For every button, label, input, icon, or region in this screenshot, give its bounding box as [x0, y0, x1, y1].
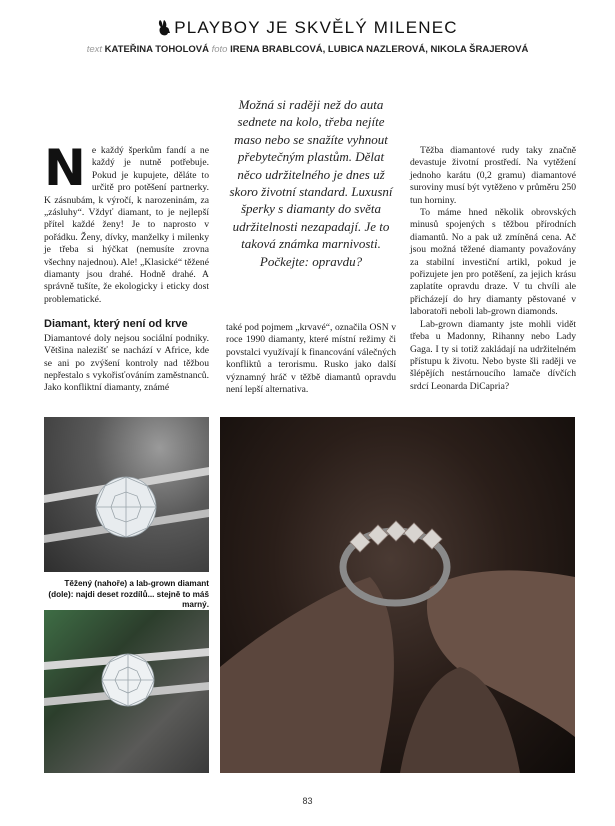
column-3-paragraph-1: Těžba diamantové rudy taky značně devastuje životní prostředí. Na vytěžení jednoho karátu (0,2 gramu) diamantové suroviny musí být vytěženo v průměru 250 tun horniny. — [410, 145, 576, 206]
title-text: PLAYBOY JE SKVĚLÝ MILENEC — [174, 18, 458, 37]
intro-paragraph: e každý šperkům fandí a ne každý je nutně potřebuje. Pokud je kupujete, děláte to určitě pro potěšení partnerky. K zásnubám, k výročí, k narozeninám, za „zásluhy“. Vždyť diamant, to je nejlepší přítel každé ženy! Je to naprosto v pořádku. Ženy, dívky, manželky i milenky je třeba si hýčkat (nemusíte zrovna všechny najednou). Ale! „Klasické“ těžené diamanty jsou drahé. Hodně drahé. A správně tušíte, že ekologicky i eticky dost problematické. — [44, 145, 209, 305]
photo-caption: Těžený (nahoře) a lab-grown diamant (dole): najdi deset rozdílů... stejně to máš marný. — [48, 579, 209, 609]
author-name: KATEŘINA TOHOLOVÁ — [104, 44, 209, 55]
column-3-paragraph-2: To máme hned několik obrovských minusů spojených s těžbou přírodních diamantů. No a pak už zmíněná cena. Ač jsou možná těžené diamanty považovány za stabilní investiční artikl, pokud je pořizujete jen pro potěšení, za jejich krásu zaplatíte opravdu draze. V tu chvíli ale přicházejí do hry diamanty pěstované v laboratoři neboli lab-grown diamonds. — [410, 207, 576, 318]
mined-diamond-photo — [44, 417, 209, 572]
column-2-paragraph: také pod pojmem „krvavé“, označila OSN v roce 1990 diamanty, které místní režimy či povstalci využívají k financování válečných konfliktů a terorismu. Rusko jako další významný hráč v těžbě diamantů opravdu není lepší alternativa. — [226, 322, 396, 396]
column-3 — [410, 145, 576, 393]
section-paragraph: Diamantové doly nejsou sociální podniky. Většina nalezišť se nachází v Africe, kde se ani po zvýšení kontroly nad těžbou nepřestalo s vykořisťováním zaměstnanců. Jako konfliktní diamanty, známé — [44, 332, 209, 394]
drop-cap: N — [44, 139, 86, 197]
column-1 — [44, 139, 209, 395]
pull-quote: Možná si raději než do auta sednete na kolo, třeba nejíte maso nebo se snažíte vyhnout přebytečným plastům. Dělat něco udržitelného je dnes už skoro životní standard. Luxusní šperky s diamanty do světa udržitelnosti nezapadají. Je to taková známka marnivosti. Počkejte: opravdu? — [229, 97, 393, 269]
photo-label: foto — [211, 44, 228, 55]
playboy-bunny-icon — [157, 19, 171, 41]
page-number: 83 — [302, 796, 313, 806]
hands-holding-ring-photo — [220, 417, 575, 773]
column-2 — [226, 322, 396, 396]
text-label: text — [86, 44, 102, 55]
photographer-names: IRENA BRABLCOVÁ, LUBICA NAZLEROVÁ, NIKOLA ŠRAJEROVÁ — [230, 44, 529, 55]
subheading: Diamant, který není od krve — [44, 318, 188, 331]
article-title — [0, 18, 615, 41]
byline — [0, 44, 615, 55]
column-3-paragraph-3: Lab-grown diamanty jste mohli vidět třeba u Madonny, Rihanny nebo Lady Gaga. I ty si totiž zakládají na udržitelném přístupu k životu. Nebo byste šli raději ve šlépějích nestárnoucího lamače dívčích srdcí Leonarda DiCapria? — [410, 318, 576, 392]
lab-grown-diamond-photo — [44, 610, 209, 773]
